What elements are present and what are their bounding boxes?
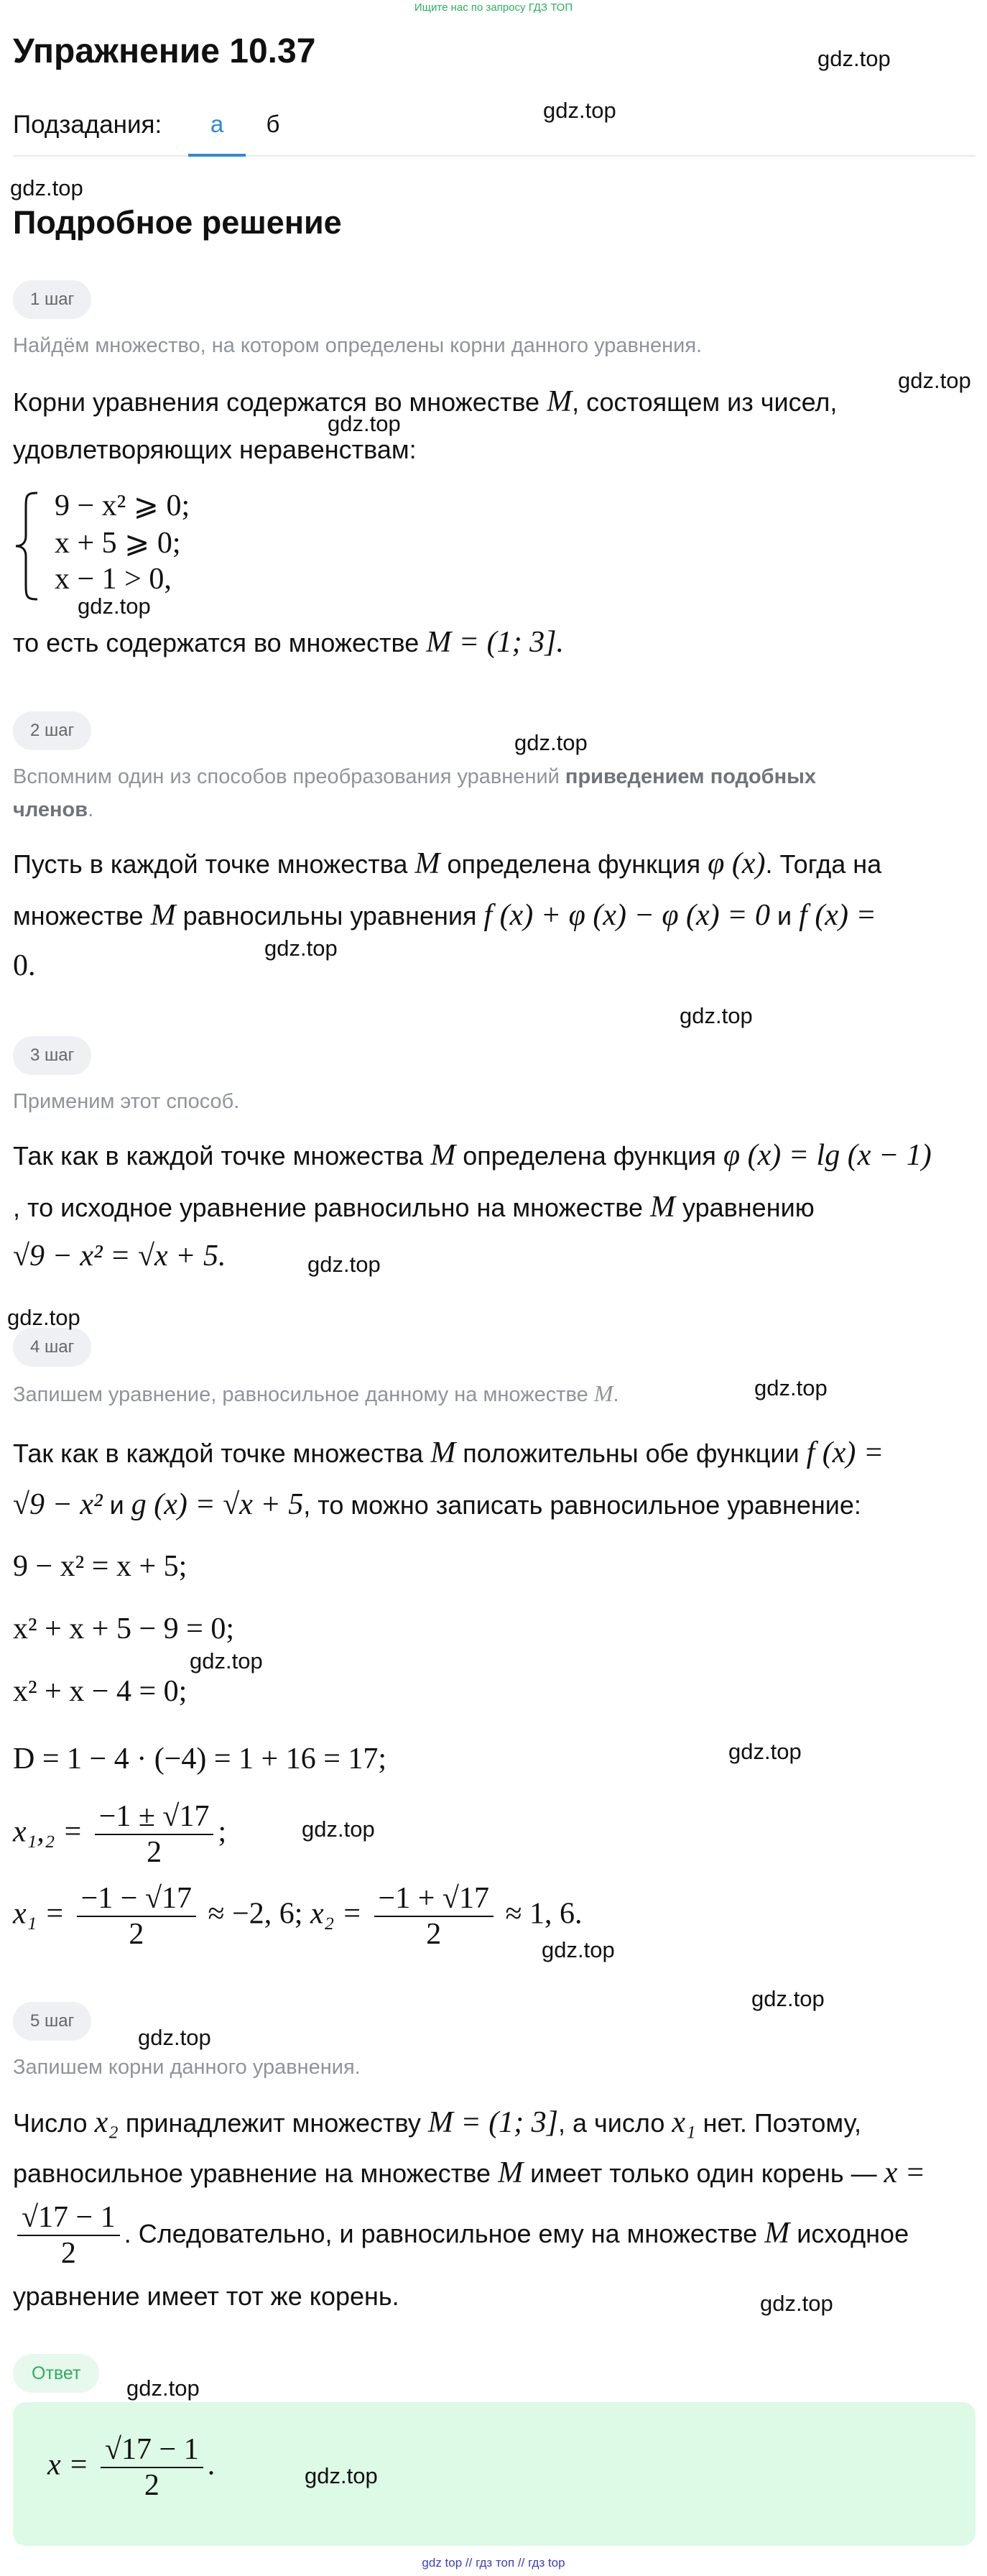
step-4-hint-text: Запишем уравнение, равносильное данному на множестве: [13, 1383, 588, 1406]
step-2-line-2: [13, 890, 976, 942]
step-5-line-2: [13, 2147, 976, 2199]
root-fraction: [17, 2200, 120, 2271]
text: положительны обе функции: [463, 1439, 800, 1468]
text: определена функция: [447, 849, 701, 879]
watermark: gdz.top: [302, 1816, 375, 1842]
step-3-line-3: [13, 1230, 976, 1283]
set-m: M: [498, 2156, 524, 2189]
step-3-hint: Применим этот способ.: [13, 1090, 240, 1113]
step-2-hint-bold-2: членов: [13, 798, 88, 821]
text: равносильное уравнение на множестве: [13, 2159, 491, 2188]
eq-discriminant: D = 1 − 4 · (−4) = 1 + 16 = 17;: [13, 1742, 387, 1776]
text: . Следовательно, и равносильное ему на множестве: [124, 2219, 758, 2248]
phi-definition: φ (x) = lg (x − 1): [723, 1139, 932, 1172]
x-equals: x =: [884, 2156, 926, 2189]
eq-1: 9 − x² = x + 5;: [13, 1550, 187, 1583]
watermark: gdz.top: [760, 2291, 833, 2316]
step-4-badge: 4 шаг: [13, 1328, 91, 1367]
watermark: gdz.top: [10, 175, 83, 200]
fraction-denominator: 2: [144, 2469, 159, 2502]
set-m: M: [547, 385, 573, 418]
x2-fraction: [374, 1881, 493, 1952]
fraction-numerator: −1 ± √17: [95, 1799, 214, 1835]
step-5-hint: Запишем корни данного уравнения.: [13, 2056, 361, 2079]
watermark: gdz.top: [728, 1739, 802, 1764]
x2-approx: ≈ 1, 6.: [505, 1897, 583, 1931]
system-line-3: x − 1 > 0,: [55, 563, 172, 596]
watermark: gdz.top: [190, 1648, 263, 1674]
fraction-denominator: 2: [60, 2237, 76, 2271]
watermark: gdz.top: [754, 1375, 828, 1400]
watermark: gdz.top: [305, 2463, 378, 2488]
fraction-numerator: √17 − 1: [101, 2432, 203, 2468]
text: уравнению: [682, 1193, 815, 1222]
step-2-hint: [13, 760, 968, 826]
set-m: M: [593, 1380, 613, 1406]
text: нет. Поэтому,: [703, 2108, 861, 2138]
text: Число: [13, 2108, 88, 2138]
step-4-line-1: [13, 1427, 976, 1479]
step-1-badge: 1 шаг: [13, 280, 91, 319]
step-5-badge: 5 шаг: [13, 2002, 91, 2041]
step-2-hint-bold-1: приведением подобных: [565, 765, 816, 788]
x1-approx: ≈ −2, 6;: [208, 1897, 303, 1931]
step-5-line-3: [13, 2197, 976, 2271]
text: , а число: [558, 2108, 665, 2138]
set-m: M: [430, 1139, 456, 1172]
answer-box: [13, 2402, 976, 2546]
equation-1: f (x) + φ (x) − φ (x) = 0: [483, 899, 771, 932]
footer: gdz top // гдз топ // гдз top: [422, 2556, 565, 2570]
eq-2: x² + x + 5 − 9 = 0;: [13, 1612, 235, 1645]
text: принадлежит множеству: [125, 2108, 421, 2138]
watermark: gdz.top: [680, 1003, 753, 1028]
fraction-denominator: 2: [129, 1918, 144, 1951]
equation-2: f (x) =: [799, 899, 876, 932]
x1-fraction: [77, 1881, 196, 1952]
step-1-text: Корни уравнения содержатся во множестве: [13, 387, 540, 417]
watermark: gdz.top: [543, 98, 616, 123]
watermark: gdz.top: [138, 2025, 211, 2050]
f-function: f (x) =: [806, 1436, 884, 1469]
set-m: M: [414, 847, 440, 880]
text: . Тогда на: [765, 849, 882, 879]
set-m-value: M = (1; 3].: [426, 626, 564, 659]
set-m: M: [650, 1191, 676, 1224]
subtasks-bar: [13, 101, 976, 157]
step-4-line-2: [13, 1479, 976, 1531]
step-2-badge: 2 шаг: [13, 711, 91, 750]
set-m: M: [764, 2217, 790, 2250]
step-2-line-1: [13, 838, 976, 890]
subtasks-label: Подзадания:: [13, 111, 162, 139]
watermark: gdz.top: [307, 1252, 381, 1277]
set-m: M: [430, 1436, 456, 1469]
text: и: [777, 901, 792, 931]
text: , то исходное уравнение равносильно на множестве: [13, 1193, 643, 1222]
step-2-hint-dot: .: [88, 798, 94, 821]
x12-lhs: x₁,₂ =: [13, 1815, 83, 1849]
tab-b[interactable]: б: [266, 111, 280, 137]
step-1-line-1: [13, 376, 976, 428]
step-4-hint: Запишем уравнение, равносильное данному на множестве M.: [13, 1380, 619, 1406]
fraction-denominator: 2: [426, 1918, 442, 1951]
step-1-hint: Найдём множество, на котором определены корни данного уравнения.: [13, 334, 703, 357]
text: равносильны уравнения: [182, 901, 477, 931]
x1-lhs: x₁ =: [13, 1897, 65, 1931]
answer-badge: Ответ: [13, 2354, 99, 2393]
top-banner: Ищите нас по запросу ГДЗ ТОП: [414, 1, 573, 14]
system-brace: [13, 489, 42, 604]
answer-fraction: [101, 2432, 203, 2503]
text: определена функция: [463, 1141, 716, 1171]
watermark: gdz.top: [264, 936, 338, 961]
step-2-line-3: [13, 940, 976, 992]
watermark: gdz.top: [126, 2376, 200, 2401]
watermark: gdz.top: [817, 46, 891, 71]
answer-formula: [47, 2432, 215, 2503]
step-1-line-2: удовлетворяющих неравенствам:: [13, 435, 417, 464]
tab-a[interactable]: а: [188, 111, 246, 138]
eq-roots-formula: x₁,₂ = $\frac{-1 \pm √17}{2}$ ;: [13, 1800, 227, 1869]
step-1-text-b: , состоящем из чисел,: [572, 387, 838, 417]
x2: x₂: [94, 2106, 119, 2139]
watermark: gdz.top: [78, 594, 151, 619]
text: и: [109, 1490, 124, 1520]
g-definition: g (x) = √x + 5: [131, 1488, 304, 1521]
phi-function: φ (x): [708, 847, 766, 880]
watermark: gdz.top: [514, 730, 588, 755]
fraction-numerator: −1 − √17: [77, 1881, 196, 1917]
text: , то можно записать равносильное уравнение:: [303, 1490, 861, 1520]
system-line-2: x + 5 ⩾ 0;: [55, 527, 181, 560]
step-3-line-2: [13, 1181, 976, 1234]
fraction-denominator: 2: [147, 1836, 162, 1869]
watermark: gdz.top: [328, 411, 401, 436]
watermark: gdz.top: [898, 368, 971, 393]
eq-roots-values: [13, 1881, 583, 1952]
fraction-numerator: −1 + √17: [374, 1881, 493, 1917]
watermark: gdz.top: [751, 1986, 825, 2011]
text: Так как в каждой точке множества: [13, 1141, 424, 1171]
text: множестве: [13, 901, 144, 931]
text: Так как в каждой точке множества: [13, 1439, 424, 1468]
set-m: M: [150, 899, 176, 932]
sqrt-equation: √9 − x² = √x + 5.: [13, 1239, 226, 1273]
step-2-hint-text: Вспомним один из способов преобразования уравнений: [13, 765, 565, 788]
step-1-conclusion: [13, 617, 976, 669]
watermark: gdz.top: [542, 1937, 615, 1962]
fraction-numerator: √17 − 1: [17, 2200, 120, 2236]
page-title: Упражнение 10.37: [13, 32, 316, 70]
text: Пусть в каждой точке множества: [13, 849, 408, 879]
roots-fraction: [95, 1799, 214, 1870]
text: исходное: [797, 2219, 909, 2248]
step-1-conclusion-text: то есть содержатся во множестве: [13, 628, 420, 657]
step-3-line-1: [13, 1130, 976, 1182]
x2-lhs: x₂ =: [310, 1897, 363, 1931]
eq-3: x² + x − 4 = 0;: [13, 1675, 187, 1708]
system-line-1: 9 − x² ⩾ 0;: [55, 489, 190, 522]
set-m-value: M = (1; 3]: [427, 2106, 559, 2139]
solution-title: Подробное решение: [13, 204, 342, 241]
answer-dot: .: [207, 2448, 216, 2482]
text: имеет только один корень —: [530, 2159, 877, 2188]
watermark: gdz.top: [7, 1305, 80, 1330]
answer-lhs: x =: [47, 2448, 89, 2482]
x1: x₁: [672, 2106, 696, 2139]
equation-2-rhs: 0.: [13, 949, 36, 982]
step-5-line-4: уравнение имеет тот же корень.: [13, 2281, 399, 2311]
step-5-line-1: [13, 2097, 976, 2149]
f-definition: √9 − x²: [13, 1488, 103, 1521]
step-3-badge: 3 шаг: [13, 1036, 91, 1075]
